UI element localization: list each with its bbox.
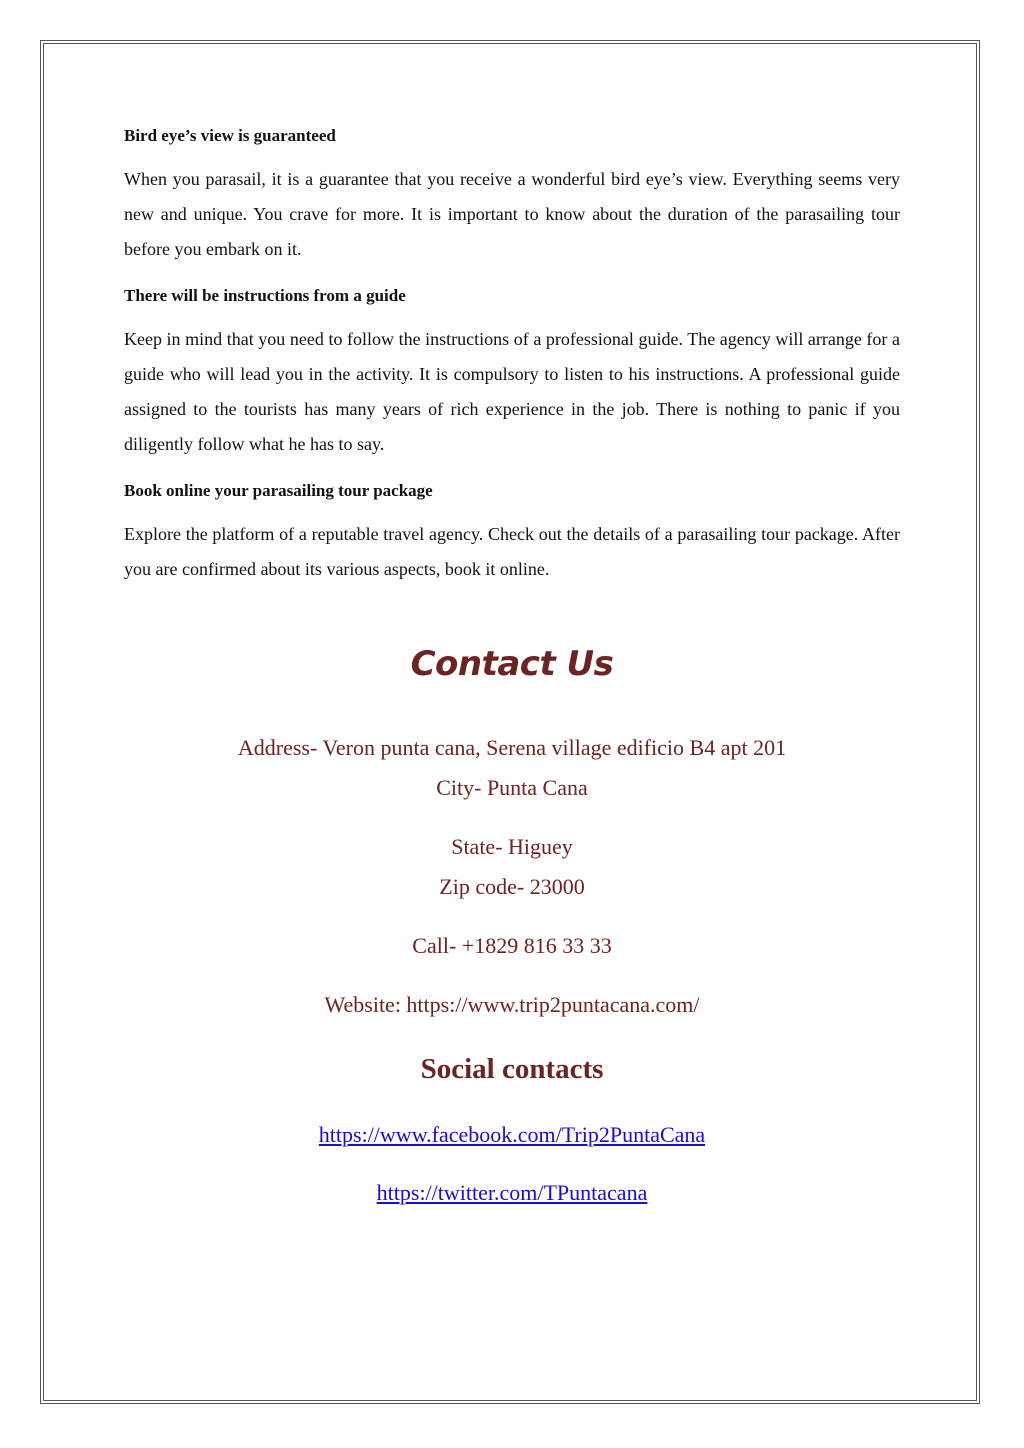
contact-section <box>124 636 900 1209</box>
twitter-link[interactable]: https://twitter.com/TPuntacana <box>376 1180 648 1205</box>
section-paragraph-book-online: Explore the platform of a reputable travel agency. Check out the details of a parasailing tour package. After you are confirmed about its various aspects, book it online. <box>124 524 900 579</box>
contact-state: State- Higuey <box>451 834 573 859</box>
contact-address: Address- Veron punta cana, Serena village edificio B4 apt 201 <box>237 735 787 760</box>
contact-title: Contact Us <box>410 644 614 684</box>
section-paragraph-bird-eye-view: When you parasail, it is a guarantee that you receive a wonderful bird eye’s view. Everything seems very new and unique. You crave for more. It is important to know about the duration of the parasailing tour before you embark on it. <box>124 169 900 259</box>
section-paragraph-guide-instructions: Keep in mind that you need to follow the instructions of a professional guide. The agency will arrange for a guide who will lead you in the activity. It is compulsory to listen to his instructions. A professional guide assigned to the tourists has many years of rich experience in the job. There is nothing to panic if you diligently follow what he has to say. <box>124 329 900 454</box>
contact-city: City- Punta Cana <box>436 775 588 800</box>
contact-call: Call- +1829 816 33 33 <box>412 933 612 958</box>
section-heading-book-online: Book online your parasailing tour package <box>124 481 433 500</box>
facebook-link[interactable]: https://www.facebook.com/Trip2PuntaCana <box>318 1122 706 1147</box>
section-heading-bird-eye-view: Bird eye’s view is guaranteed <box>124 126 336 145</box>
social-contacts-title: Social contacts <box>420 1053 604 1085</box>
section-heading-guide-instructions: There will be instructions from a guide <box>124 286 406 305</box>
contact-website: Website: https://www.trip2puntacana.com/ <box>324 992 700 1017</box>
article-body <box>124 124 900 604</box>
contact-zip: Zip code- 23000 <box>439 874 585 899</box>
